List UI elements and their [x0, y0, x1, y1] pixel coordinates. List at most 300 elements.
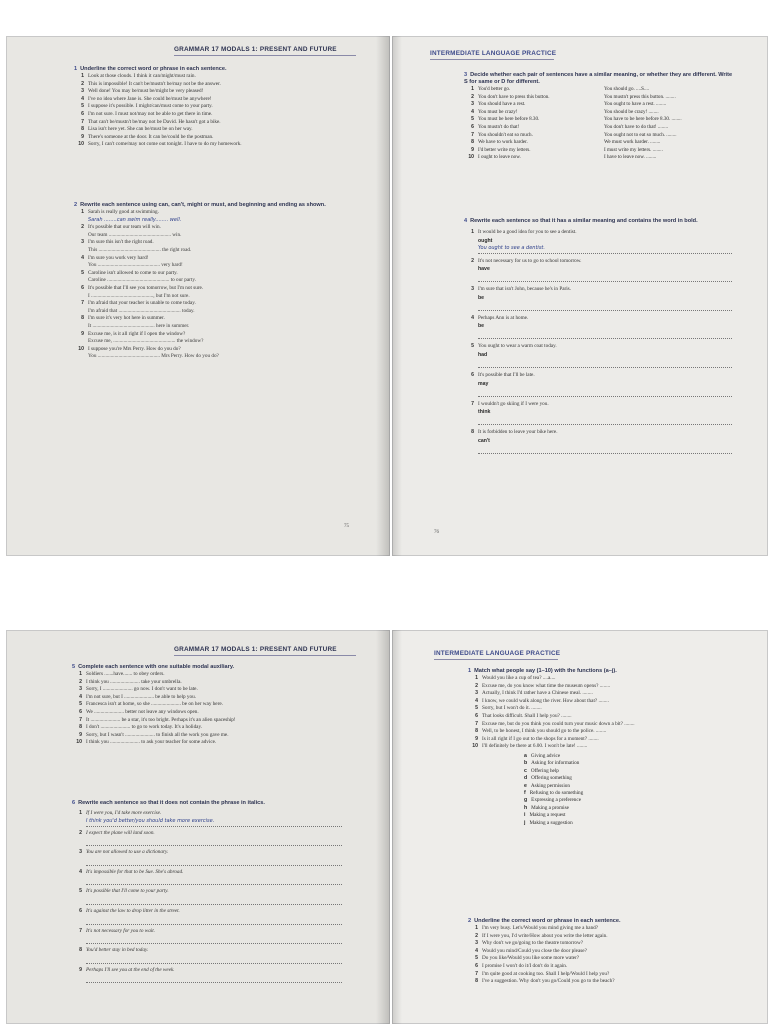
item-number: 5: [79, 701, 82, 708]
list-item: [74, 141, 242, 149]
item-number: 3: [475, 690, 478, 697]
sentence-pair: [464, 86, 734, 94]
list-item: [72, 694, 236, 702]
item-text: I'll definitely be there at 6.00. I won't be late! ........: [482, 743, 588, 750]
list-item: [74, 73, 242, 81]
sentence-a: [464, 139, 604, 147]
sentence-b: You should go. ....S....: [604, 86, 650, 92]
sentence-b: You don't have to do that! ........: [604, 123, 669, 130]
item-text: I've no idea where Jane is. She could be/must be anywhere!: [88, 95, 212, 102]
item-number: 9: [475, 735, 478, 742]
item-question: It's possible that I'll come to your party.: [86, 888, 169, 895]
item-question: I expect the plane will land soon.: [86, 829, 155, 836]
item-text: I think you ....................... to ask your teacher for some advice.: [86, 739, 217, 746]
list-item: [72, 701, 236, 709]
sentence-pair: [464, 139, 734, 147]
item-number: 3: [471, 101, 474, 108]
option-text: Asking for information: [531, 760, 580, 767]
answer-line: [86, 837, 342, 846]
sentence-a: [464, 124, 604, 132]
sentence-pair: [464, 116, 734, 124]
list-item: [468, 675, 635, 683]
answer-line: You ought to see a dentist.: [478, 245, 732, 254]
list-item: [72, 810, 352, 818]
item-question: It would be a good idea for you to see a dentist.: [478, 229, 577, 235]
item-number: 5: [475, 955, 478, 962]
keyword: be: [478, 294, 485, 301]
item-question: I'm sure it's very hot here in summer.: [88, 315, 165, 322]
keyword: think: [478, 409, 491, 416]
list-item: [74, 209, 334, 217]
answer-line: [86, 974, 342, 983]
item-number: 8: [475, 978, 478, 985]
sentence-a-text: You shouldn't eat so much.: [478, 131, 533, 138]
gutter-shadow: [392, 36, 402, 556]
list-item: [72, 928, 352, 936]
sentence-a-text: I'd better write my letters.: [478, 146, 531, 153]
sentence-pair: [464, 94, 734, 102]
answer-line: [478, 388, 732, 397]
function-option: [468, 783, 635, 790]
function-option: [468, 797, 635, 804]
sentence-pair: [464, 154, 734, 162]
sentence-a: [464, 86, 604, 94]
item-question: It's impossible for that to be Sue. She's abroad.: [86, 868, 184, 875]
answer-line: [478, 416, 732, 425]
answer-line: [478, 359, 732, 368]
item-text: I'm not sure, but I ....................... be able to help you.: [86, 693, 196, 700]
item-question: Caroline isn't allowed to come to our party.: [88, 269, 178, 276]
exercise-1-match: [468, 668, 635, 827]
item-question: I suppose you're Mrs Perry. How do you do?: [88, 345, 181, 352]
item-text: Do you like/Would you like some more water?: [482, 955, 580, 962]
item-text: Lisa isn't here yet. She can be/must be on her way.: [88, 126, 193, 133]
item-number: 2: [81, 80, 84, 87]
page-78: [392, 630, 768, 1024]
item-number: 4: [79, 693, 82, 700]
list-item: [72, 717, 236, 725]
list-item: [464, 286, 742, 294]
item-question: It's possible that our team will win.: [88, 224, 161, 231]
list-item: [468, 728, 635, 736]
sentence-a: [464, 101, 604, 109]
list-item: [74, 119, 242, 127]
option-letter: i: [524, 812, 526, 819]
item-number: 1: [475, 675, 478, 681]
list-item: [72, 679, 236, 687]
option-text: Expressing a preference: [531, 797, 582, 804]
item-question: It's against the law to drop litter in the street.: [86, 907, 180, 914]
list-item: [74, 300, 334, 308]
function-list: [468, 753, 635, 827]
exercise-heading: 2 Underline the correct word or phrase in each sentence.: [468, 918, 621, 924]
item-text: Sorry, but I won't do it. ........: [482, 705, 542, 712]
item-number: 5: [471, 116, 474, 123]
option-text: Making a promise: [531, 804, 569, 811]
list-item: [468, 683, 635, 691]
list-item: [74, 81, 242, 89]
item-question: I wouldn't go skiing if I were you.: [478, 400, 549, 407]
option-letter: c: [524, 767, 527, 774]
item-text: Sorry, but I wasn't ....................... to finish all the work you gave me.: [86, 731, 229, 738]
exercise-items: [464, 86, 734, 162]
item-number: 3: [475, 940, 478, 947]
item-text: That looks difficult. Shall I help you? ........: [482, 712, 572, 719]
item-number: 4: [79, 868, 82, 875]
item-number: 7: [475, 970, 478, 977]
list-item: [468, 690, 635, 698]
list-item: [468, 713, 635, 721]
sentence-a-text: You mustn't do that!: [478, 123, 520, 130]
page-header: GRAMMAR 17 MODALS 1: PRESENT AND FUTURE: [174, 46, 337, 53]
item-number: 2: [475, 932, 478, 939]
exercise-1: [74, 66, 242, 149]
item-number: 5: [475, 705, 478, 712]
item-text: Actually, I think I'd rather have a Chinese meal. ........: [482, 690, 593, 697]
answer-line: [478, 330, 732, 339]
item-number: 3: [471, 286, 474, 293]
list-item: [72, 724, 236, 732]
item-number: 4: [475, 947, 478, 954]
list-item: [464, 429, 742, 437]
option-letter: a: [524, 752, 527, 759]
item-question: I'm afraid that your teacher is unable to come today.: [88, 300, 196, 307]
list-item: [74, 134, 242, 142]
list-item: [74, 126, 242, 134]
list-item: [468, 955, 621, 963]
item-text: Look at those clouds. I think it can/might/must rain.: [88, 73, 196, 79]
item-number: 6: [81, 110, 84, 117]
sentence-a: [464, 94, 604, 102]
item-number: 6: [81, 284, 84, 291]
keyword: had: [478, 351, 488, 358]
keyword: can't: [478, 437, 490, 444]
option-text: Asking permission: [530, 782, 570, 789]
item-number: 3: [81, 239, 84, 246]
exercise-items: [468, 925, 621, 986]
page-76: [392, 36, 768, 556]
item-question: It's possible that I'll be late.: [478, 371, 535, 378]
list-item: [468, 978, 621, 986]
item-text: Why don't we go/going to the theatre tomorrow?: [482, 940, 584, 947]
item-text: This is impossible! It can't be/mustn't be/may not be the answer.: [88, 80, 221, 87]
item-text: Is it all right if I go out to the shops for a moment? ........: [482, 735, 599, 742]
sentence-b: We must work harder. ........: [604, 139, 661, 146]
item-text: That can't be/mustn't be/may not be David. He hasn't got a bike.: [88, 118, 221, 125]
item-number: 10: [472, 743, 478, 750]
answer-line: Caroline ................................................ to our party.: [88, 277, 196, 284]
page-number: 75: [344, 524, 349, 529]
option-letter: f: [524, 789, 526, 796]
item-number: 3: [79, 849, 82, 856]
list-item: [468, 705, 635, 713]
item-number: 10: [78, 141, 84, 148]
item-text: Soldiers .......have....... to obey orders.: [86, 671, 165, 677]
item-number: 8: [79, 947, 82, 954]
sentence-a-text: You must be here before 8.30.: [478, 116, 540, 123]
sentence-b: You should be crazy! ........: [604, 108, 659, 115]
item-text: If I were you, I'd write/How about you write the letter again.: [482, 932, 608, 939]
list-item: [468, 721, 635, 729]
item-text: Francesca isn't at home, so she ....................... be on her way here.: [86, 701, 223, 708]
item-question: I'm sure that isn't John, because he's in Paris.: [478, 286, 571, 293]
answer-line: Our team ................................................ win.: [88, 231, 182, 238]
sentence-a-text: I ought to leave now.: [478, 154, 521, 161]
item-number: 2: [81, 224, 84, 231]
exercise-2: [74, 202, 334, 361]
answer-line: I think you'd better/you should take more exercise.: [86, 818, 342, 827]
item-number: 8: [475, 728, 478, 735]
list-item: [72, 967, 352, 975]
list-item: [72, 869, 352, 877]
option-text: Offering help: [530, 767, 559, 774]
item-number: 4: [475, 697, 478, 704]
exercise-heading: 4 Rewrite each sentence so that it has a similar meaning and contains the word in bold.: [464, 218, 698, 224]
item-text: I'm very busy. Let's/Would you mind giving me a hand?: [482, 925, 599, 931]
option-letter: g: [524, 797, 528, 804]
list-item: [72, 686, 236, 694]
item-text: I suppose it's possible. I might/can/must come to your party.: [88, 103, 213, 110]
list-item: [74, 346, 334, 354]
gutter-shadow: [376, 630, 390, 1024]
answer-line: [86, 955, 342, 964]
item-number: 7: [81, 118, 84, 125]
item-text: Sorry, I ....................... go now. I don't want to be late.: [86, 686, 198, 693]
exercise-items: [464, 229, 742, 454]
answer-line: It ................................................ here in summer.: [88, 322, 190, 329]
exercise-heading: 1 Underline the correct word or phrase in each sentence.: [74, 66, 227, 72]
exercise-heading: 2 Rewrite each sentence using can, can't, might or must, and beginning and ending as shown.: [74, 202, 326, 208]
item-number: 10: [468, 154, 474, 161]
item-question: It's possible that I'll see you tomorrow, but I'm not sure.: [88, 284, 204, 291]
item-number: 2: [471, 93, 474, 100]
item-number: 4: [81, 95, 84, 102]
item-question: Sarah is really good at swimming.: [88, 209, 159, 215]
list-item: [74, 239, 334, 247]
item-text: I think you ....................... take your umbrella.: [86, 678, 182, 685]
item-number: 4: [471, 314, 474, 321]
exercise-heading: 3 Decide whether each pair of sentences have a similar meaning, or whether they are different. Write S for same or D for different.: [464, 72, 733, 85]
header-rule: [174, 655, 356, 656]
page-75: [6, 36, 390, 556]
header-rule: [434, 659, 558, 660]
item-number: 1: [471, 229, 474, 235]
item-number: 9: [79, 731, 82, 738]
item-number: 1: [475, 925, 478, 931]
sentence-a: [464, 116, 604, 124]
item-number: 9: [81, 330, 84, 337]
keyword: be: [478, 323, 485, 330]
item-number: 7: [81, 300, 84, 307]
item-question: It's not necessary for us to go to school tomorrow.: [478, 257, 582, 264]
list-item: [464, 372, 742, 380]
answer-line: You ................................................ Mrs Perry. How do you do?: [88, 353, 219, 360]
item-number: 7: [471, 400, 474, 407]
list-item: [464, 258, 742, 266]
item-number: 1: [81, 73, 84, 79]
item-text: Well done! You may be/must be/might be very pleased!: [88, 88, 204, 95]
item-question: It's not necessary for you to wait.: [86, 927, 155, 934]
item-number: 2: [475, 682, 478, 689]
answer-line: [86, 857, 342, 866]
item-number: 1: [79, 671, 82, 677]
page-header: GRAMMAR 17 MODALS 1: PRESENT AND FUTURE: [174, 646, 337, 653]
option-letter: d: [524, 775, 528, 782]
item-text: I promise I won't do it/I don't do it again.: [482, 962, 568, 969]
item-number: 2: [79, 829, 82, 836]
function-option: [468, 820, 635, 827]
keyword: may: [478, 380, 489, 387]
item-number: 9: [471, 146, 474, 153]
item-number: 2: [79, 678, 82, 685]
sentence-a-text: You must be crazy!: [478, 108, 518, 115]
answer-line: This ................................................ the right road.: [88, 246, 192, 253]
list-item: [74, 224, 334, 232]
answer-line: [478, 445, 732, 454]
list-item: [72, 908, 352, 916]
item-number: 9: [81, 133, 84, 140]
item-number: 3: [81, 88, 84, 95]
header-rule: [174, 55, 356, 56]
item-number: 7: [475, 720, 478, 727]
item-number: 8: [471, 139, 474, 146]
sentence-pair: [464, 132, 734, 140]
keyword: have: [478, 266, 490, 273]
function-option: [468, 775, 635, 782]
item-number: 6: [79, 708, 82, 715]
exercise-items: [72, 810, 352, 983]
item-text: I don't ....................... to go to work today. It's a holiday.: [86, 724, 203, 731]
answer-line: [478, 302, 732, 311]
sentence-pair: [464, 101, 734, 109]
header-rule: [430, 59, 554, 60]
sentence-b: I must write my letters. ........: [604, 146, 663, 153]
item-text: Would you like a cup of tea? ....a....: [482, 675, 556, 681]
list-item: [468, 971, 621, 979]
option-text: Refusing to do something: [529, 789, 584, 796]
sentence-b: You mustn't press this button. ........: [604, 93, 676, 100]
sentence-a: [464, 154, 604, 162]
item-question: I'm sure you work very hard!: [88, 254, 149, 261]
item-number: 6: [475, 712, 478, 719]
sentence-pair: [464, 147, 734, 155]
list-item: [74, 315, 334, 323]
answer-line: [86, 896, 342, 905]
item-number: 1: [471, 86, 474, 92]
answer-line: You ................................................ very hard!: [88, 262, 183, 269]
item-question: Excuse me, is it all right if I open the window?: [88, 330, 186, 337]
list-item: [464, 229, 742, 237]
list-item: [464, 315, 742, 323]
list-item: [468, 743, 635, 751]
sentence-a-text: You should have a rest.: [478, 101, 526, 108]
page-header: INTERMEDIATE LANGUAGE PRACTICE: [434, 650, 561, 657]
item-number: 6: [471, 371, 474, 378]
item-text: Sorry, I can't come/may not come out tonight. I have to do my homework.: [88, 141, 242, 148]
sentence-b: You ought to have a rest. ........: [604, 101, 667, 108]
list-item: [464, 343, 742, 351]
answer-line: I'm afraid that ................................................ today.: [88, 307, 195, 314]
item-number: 2: [471, 257, 474, 264]
item-text: There's someone at the door. It can be/could be the postman.: [88, 133, 214, 140]
sentence-a: [464, 147, 604, 155]
option-letter: b: [524, 760, 528, 767]
item-number: 6: [471, 123, 474, 130]
item-number: 8: [471, 429, 474, 436]
item-number: 1: [79, 810, 82, 816]
list-item: [72, 947, 352, 955]
item-text: Well, to be honest, I think you should go to the police. ........: [482, 728, 607, 735]
exercise-6: [72, 800, 352, 983]
page-77: [6, 630, 390, 1024]
item-number: 8: [79, 724, 82, 731]
answer-line: [86, 876, 342, 885]
exercise-2-underline: [468, 918, 621, 986]
item-question: You'd better stay in bed today.: [86, 947, 149, 954]
item-question: Perhaps I'll see you at the end of the week.: [86, 966, 175, 973]
item-number: 1: [81, 209, 84, 215]
answer-line: I ................................................, but I'm not sure.: [88, 292, 190, 299]
exercise-heading: 5 Complete each sentence with one suitable modal auxiliary.: [72, 664, 235, 670]
function-option: [468, 812, 635, 819]
item-question: If I were you, I'd take more exercise.: [86, 810, 162, 816]
list-item: [74, 111, 242, 119]
item-number: 5: [81, 103, 84, 110]
item-text: Would you mind/Could you close the door please?: [482, 947, 587, 954]
option-text: Giving advice: [530, 752, 561, 759]
item-number: 10: [76, 739, 82, 746]
function-option: [468, 805, 635, 812]
list-item: [74, 255, 334, 263]
sentence-b: You have to be here before 8.30. ........: [604, 116, 682, 123]
item-number: 5: [79, 888, 82, 895]
item-text: Excuse me, but do you think you could turn your music down a bit? ........: [482, 720, 635, 727]
item-number: 3: [79, 686, 82, 693]
option-text: Offering something: [531, 775, 572, 782]
exercise-items: [74, 209, 334, 361]
item-text: Excuse me, do you know what time the museum opens? ........: [482, 682, 611, 689]
item-number: 5: [471, 343, 474, 350]
list-item: [72, 739, 236, 747]
item-number: 8: [81, 126, 84, 133]
item-number: 9: [79, 966, 82, 973]
exercise-items: [468, 675, 635, 751]
exercise-items: [74, 73, 242, 149]
item-question: You are not allowed to use a dictionary.: [86, 849, 169, 856]
item-question: You ought to wear a warm coat today.: [478, 343, 557, 350]
item-number: 5: [81, 269, 84, 276]
item-question: I'm sure this isn't the right road.: [88, 239, 154, 246]
exercise-4: [464, 218, 742, 454]
item-number: 6: [475, 962, 478, 969]
page-header: INTERMEDIATE LANGUAGE PRACTICE: [430, 50, 557, 57]
option-letter: j: [524, 819, 526, 826]
item-question: Perhaps Ann is at home.: [478, 314, 529, 321]
option-letter: h: [524, 804, 528, 811]
sentence-a-text: We have to work harder.: [478, 139, 528, 146]
list-item: [72, 830, 352, 838]
item-text: I know, we could walk along the river. How about that? ........: [482, 697, 609, 704]
exercise-heading: 1 Match what people say (1–10) with the functions (a–j).: [468, 668, 617, 674]
answer-line: Sarah ........can swim really........ well.: [88, 216, 182, 223]
list-item: [74, 270, 334, 278]
exercise-items: [72, 671, 236, 747]
gutter-shadow: [392, 630, 402, 1024]
exercise-5: [72, 664, 236, 747]
item-text: I'm not sure. I must not/may not be able to get there in time.: [88, 110, 213, 117]
item-number: 10: [78, 345, 84, 352]
list-item: [468, 963, 621, 971]
